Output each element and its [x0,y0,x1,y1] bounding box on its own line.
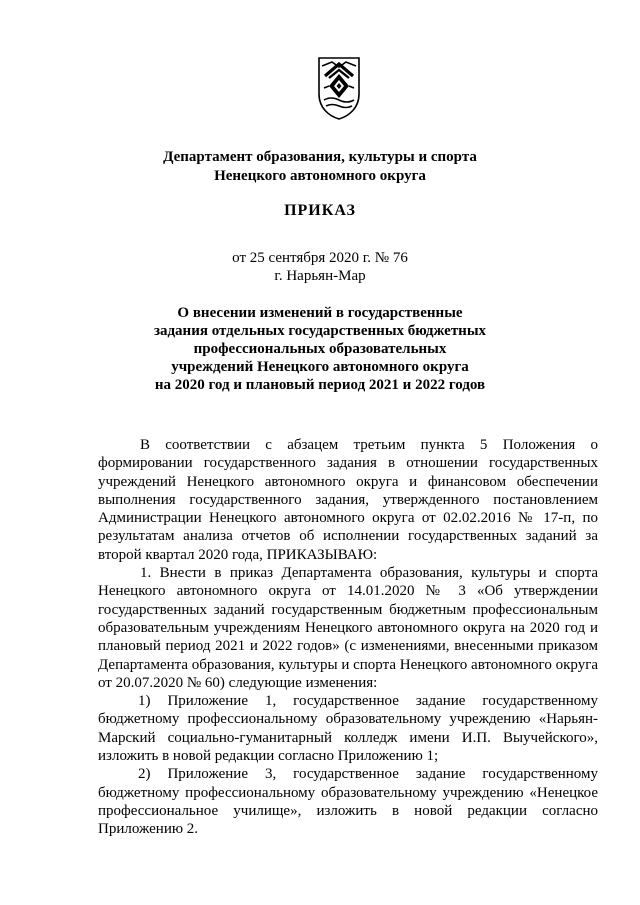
subitem-1-paragraph: 1) Приложение 1, государственное задание государственному бюджетному профессиональному образовательному учреждению «Нарьян-Марский социально-гуманитарный колледж имени И.П. Выучейского», изложить в новой редакции согласно Приложению 1; [98,693,598,765]
subject-line: профессиональных образовательных [193,341,447,357]
date-block [0,249,640,285]
item-1-paragraph: 1. Внести в приказ Департамента образования, культуры и спорта Ненецкого автономного округа от 14.01.2020 № 3 «Об утверждении государственных заданий государственным бюджетным профессиональным образовательным учреждениям Ненецкого автономного округа на 2020 год и плановый период 2021 и 2022 годов» (с изменениями, внесенными приказом Департамента образования, культуры и спорта Ненецкого автономного округа от 20.07.2020 № 60) следующие изменения: [98,565,598,691]
subject-line: задания отдельных государственных бюджетных [153,323,487,339]
department-line-1: Департамент образования, культуры и спорта [163,149,477,165]
subject-line: на 2020 год и плановый период 2021 и 2022 годов [154,377,486,393]
date-and-number: от 25 сентября 2020 г. № 76 [232,250,408,266]
subject-line: О внесении изменений в государственные [177,305,463,321]
department-name [0,148,640,186]
coat-of-arms-icon [316,56,362,120]
intro-paragraph: В соответствии с абзацем третьим пункта 5 Положения о формировании государственного задания в отношении государственных учреждений Ненецкого автономного округа и финансовом обеспечении выполнения государственного задания, утвержденного постановлением Администрации Ненецкого автономного округа от 02.02.2016 № 17-п, по результатам анализа отчетов об исполнении государственных заданий за второй квартал 2020 года, ПРИКАЗЫВАЮ: [98,437,598,563]
city: г. Нарьян-Мар [274,268,366,284]
subitem-2-paragraph: 2) Приложение 3, государственное задание государственному бюджетному профессиональному образовательному учреждению «Ненецкое профессиональное училище», изложить в новой редакции согласно Приложению 2. [98,766,598,838]
document-body [98,436,598,839]
subject-line: учреждений Ненецкого автономного округа [171,359,469,375]
document-subject [0,304,640,394]
document-type: ПРИКАЗ [284,202,356,219]
department-line-2: Ненецкого автономного округа [214,168,426,184]
